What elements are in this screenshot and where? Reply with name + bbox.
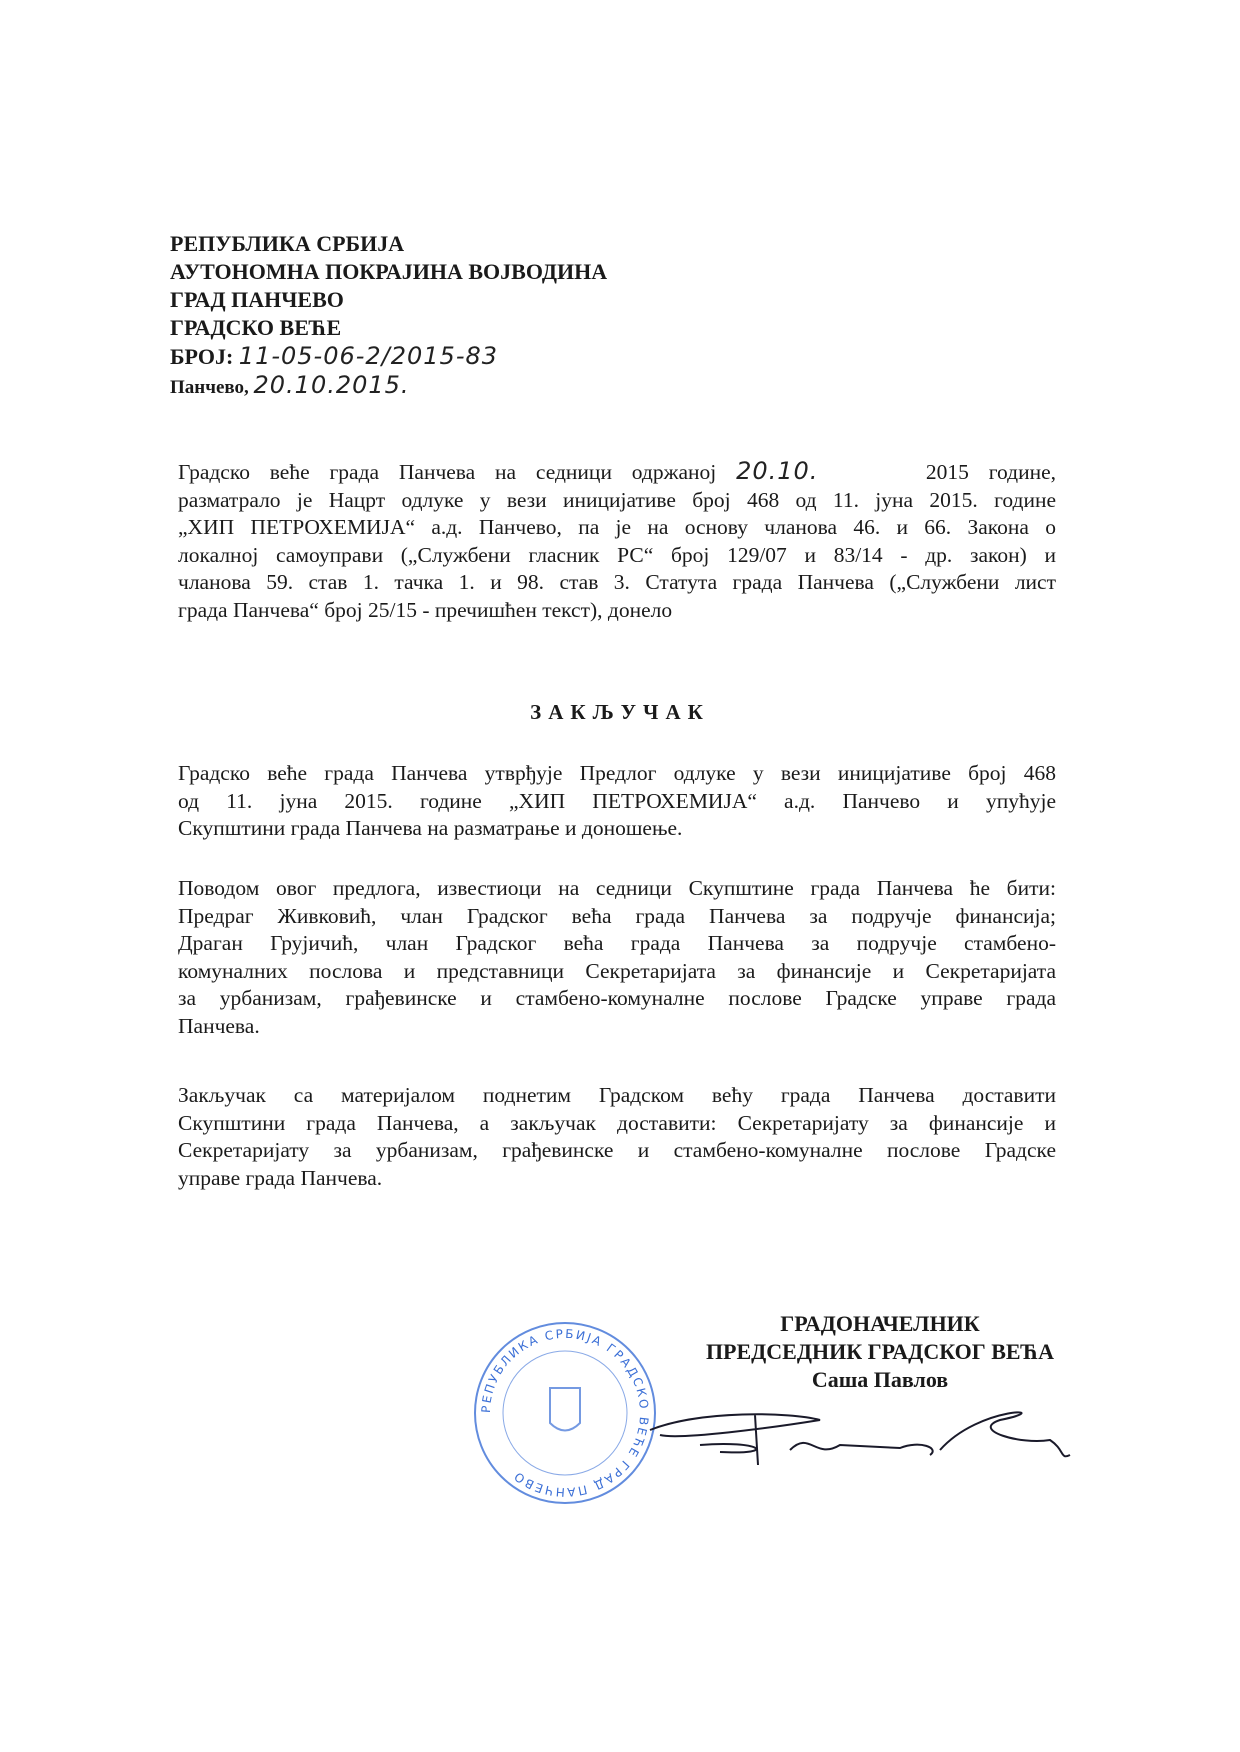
signatory-title: ГРАДОНАЧЕЛНИК [780,1311,980,1336]
text-line: Панчева. [178,1013,260,1038]
paragraph-3 [178,1082,1056,1192]
text-line: комуналних послова и представници Секретаријата за финансије и Секретаријата [178,958,1056,983]
text-line: управе града Панчева. [178,1165,383,1190]
letterhead-line: РЕПУБЛИКА СРБИЈА [170,231,405,256]
text-line: Драган Грујичић, члан Градског већа града Панчева за подручје стамбено- [178,931,1056,955]
letterhead [170,230,607,402]
text-line: од 11. јуна 2015. године „ХИП ПЕТРОХЕМИЈА“ а.д. Панчево и упућује [178,788,1056,813]
text-line: „ХИП ПЕТРОХЕМИЈА“ а.д. Панчево, па је на основу чланова 46. и 66. Закона о [178,515,1056,539]
signature-block [680,1310,1080,1394]
stamp-text [479,1327,651,1499]
number-value-handwritten: 11-05-06-2/2015-83 [238,342,499,370]
text-line: локалној самоуправи („Службени гласник РС“ број 129/07 и 83/14 - др. закон) и [178,542,1056,567]
text-line: за урбанизам, грађевинске и стамбено-комуналне послове Градске управе града [178,986,1056,1010]
paragraph-1 [178,760,1056,843]
letterhead-line: ГРАДСКО ВЕЋЕ [170,315,342,340]
document-title: ЗАКЉУЧАК [530,700,710,724]
handwritten-signature [640,1400,1080,1480]
text-line: разматрало је Нацрт одлуке у вези иницијативе број 468 од 11. јуна 2015. године [178,487,1056,512]
text-line: Скупштини града Панчева, а закључак доставити: Секретаријату за финансије и [178,1110,1056,1135]
text-line: Предраг Живковић, члан Градског већа града Панчева за подручје финансија; [178,903,1056,928]
text-line: Закључак са материјалом поднетим Градском већу града Панчева доставити [178,1083,1056,1107]
text-line: Скупштини града Панчева на разматрање и доношење. [178,816,683,840]
text-line: Поводом овог предлога, известиоци на седници Скупштине града Панчева ће бити: [178,876,1056,900]
session-date-handwritten: 20.10. [736,457,819,485]
place-label: Панчево, [170,377,249,398]
document-number [170,342,607,371]
text-line: града Панчева“ број 25/15 - пречишћен текст), донело [178,597,673,622]
text-line: Секретаријату за урбанизам, грађевинске и стамбено-комуналне послове Градске [178,1138,1056,1162]
document-date [170,371,607,402]
intro-end: 2015 године, [925,460,1056,484]
text-line: чланова 59. став 1. тачка 1. и 98. став 3. Статута града Панчева („Службени лист [178,570,1056,594]
intro-paragraph [178,458,1056,624]
letterhead-line: АУТОНОМНА ПОКРАЈИНА ВОЈВОДИНА [170,259,608,284]
signatory-role: ПРЕДСЕДНИК ГРАДСКОГ ВЕЋА [705,1339,1055,1364]
official-stamp [470,1318,660,1508]
stamp-ring-text: РЕПУБЛИКА СРБИЈА ГРАДСКО ВЕЋЕ ГРАД ПАНЧЕВО [478,1326,652,1500]
text-line: Градско веће града Панчева утврђује Предлог одлуке у вези иницијативе број 468 [178,761,1056,785]
letterhead-line: ГРАД ПАНЧЕВО [170,287,344,312]
intro-start: Градско веће града Панчева на седници одржаној [178,460,717,484]
date-handwritten: 20.10.2015. [253,371,410,399]
number-label: БРОЈ: [170,344,234,369]
intro-line-1 [178,458,1056,487]
signatory-name: Саша Павлов [811,1367,949,1392]
paragraph-2 [178,875,1056,1040]
